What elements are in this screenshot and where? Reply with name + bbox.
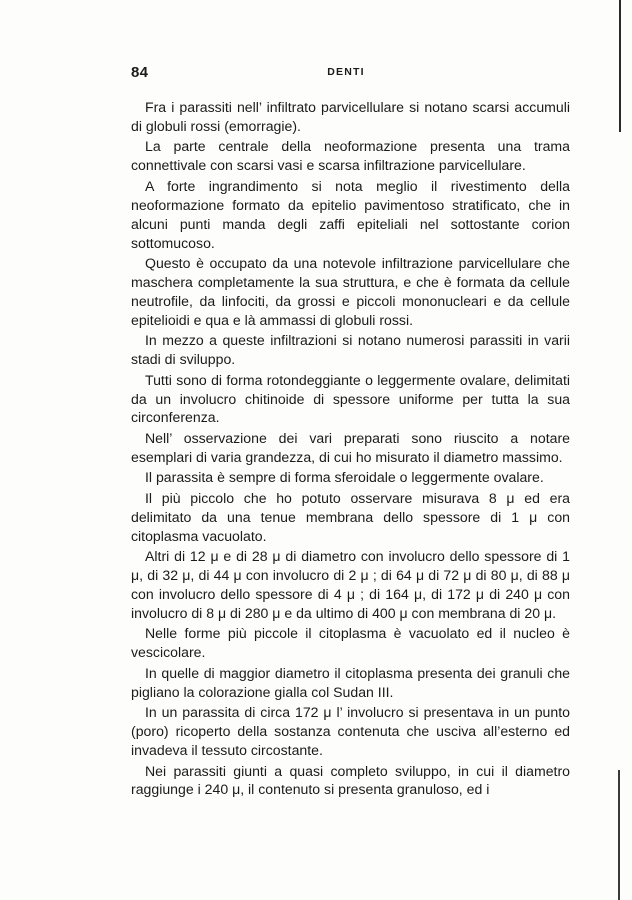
paragraph: Nelle forme più piccole il citoplasma è vacuolato ed il nucleo è vescicolare. bbox=[131, 625, 570, 661]
paragraph: In un parassita di circa 172 μ l’ involucro si presentava in un punto (poro) ricoperto della sostanza contenuta che usciva all’esterno ed invadeva il tessuto circostante. bbox=[131, 704, 570, 759]
page-edge-line-lower bbox=[618, 770, 620, 900]
paragraph: Tutti sono di forma rotondeggiante o leggermente ovalare, delimitati da un involucro chitinoide di spessore uniforme per tutta la sua circonferenza. bbox=[131, 371, 570, 426]
paragraph: Fra i parassiti nell’ infiltrato parvicellulare si notano scarsi accumuli di globuli rossi (emorragie). bbox=[131, 99, 570, 134]
paragraph: Nell’ osservazione dei vari preparati sono riuscito a notare esemplari di varia grandezza, di cui ho misurato il diametro massimo. bbox=[131, 429, 570, 465]
paragraph: Altri di 12 μ e di 28 μ di diametro con involucro dello spessore di 1 μ, di 32 μ, di 44 μ con involucro di 2 μ ; di 64 μ di 72 μ di 80 μ, di 88 μ con involucro dello spessore di 4 μ ; di 164 μ, di 172 μ di 240 μ con involucro di 8 μ di 280 μ e da ultimo di 400 μ con membrana di 20 μ. bbox=[131, 548, 570, 621]
page-number: 84 bbox=[131, 64, 149, 81]
running-title: DENTI bbox=[327, 66, 365, 78]
paragraph: In quelle di maggior diametro il citoplasma presenta dei granuli che pigliano la colorazione gialla col Sudan III. bbox=[131, 664, 570, 700]
body-text bbox=[131, 98, 570, 801]
paragraph: Questo è occupato da una notevole infiltrazione parvicellulare che maschera completamente la sua struttura, e che è formata da cellule neutrofile, da linfociti, da grossi e piccoli mononucleari e da cellule epitelioidi e qua e là ammassi di globuli rossi. bbox=[131, 255, 570, 328]
paragraph: Il parassita è sempre di forma sferoidale o leggermente ovalare. bbox=[145, 469, 544, 486]
paragraph: Nei parassiti giunti a quasi completo sviluppo, in cui il diametro raggiunge i 240 μ, il contenuto si presenta granuloso, ed i bbox=[131, 762, 570, 798]
paragraph: Il più piccolo che ho potuto osservare misurava 8 μ ed era delimitato da una tenue membrana dello spessore di 1 μ con citoplasma vacuolato. bbox=[131, 489, 570, 544]
paragraph: In mezzo a queste infiltrazioni si notano numerosi parassiti in varii stadi di sviluppo. bbox=[131, 332, 570, 368]
paragraph: A forte ingrandimento si nota meglio il rivestimento della neoformazione formato da epitelio pavimentoso stratificato, che in alcuni punti manda degli zaffi epiteliali nel sottostante corion sottomucoso. bbox=[131, 177, 570, 251]
paragraph: La parte centrale della neoformazione presenta una trama connettivale con scarsi vasi e scarsa infiltrazione parvicellulare. bbox=[131, 138, 570, 174]
